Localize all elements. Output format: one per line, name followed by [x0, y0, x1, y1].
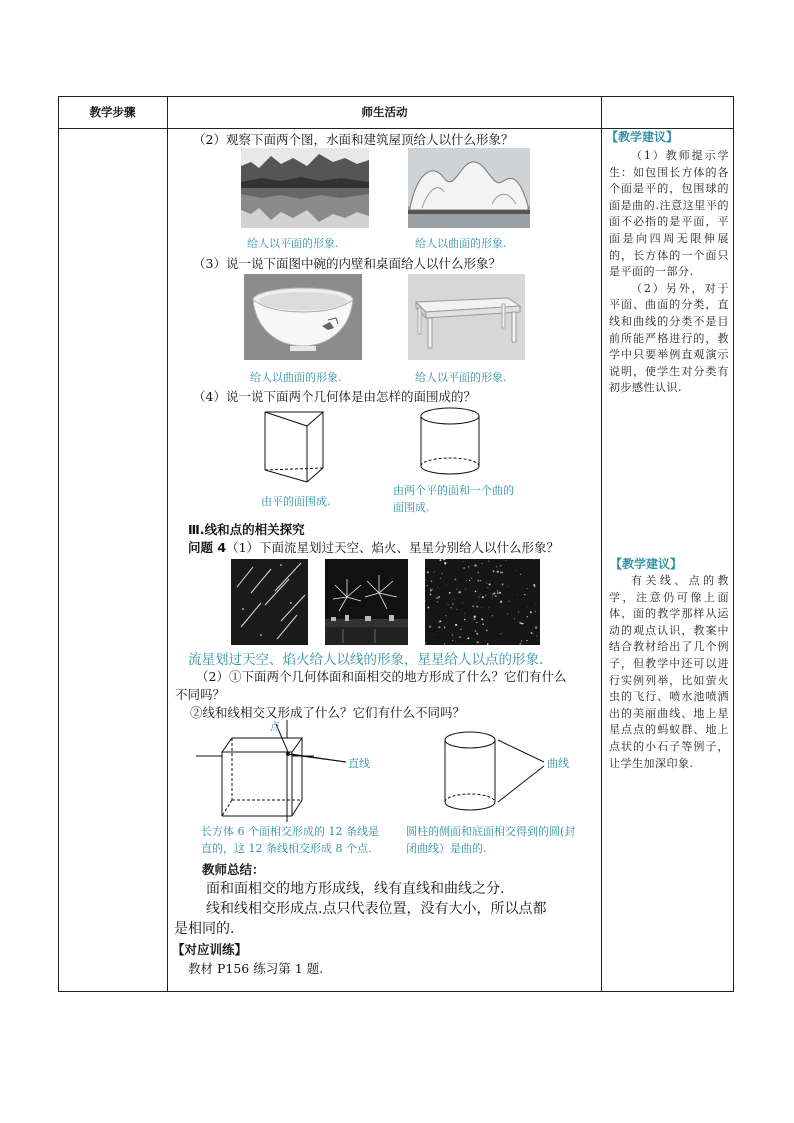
- section-3-answer: 流星划过天空、焰火给人以线的形象，星星给人以点的形象.: [188, 652, 544, 668]
- triangular-prism-figure: [255, 404, 335, 484]
- answer-q2-right: 给人以曲面的形象.: [415, 237, 507, 250]
- problem-4-text: （1）下面流星划过天空、焰火、星星分别给人以什么形象？: [226, 540, 560, 555]
- question-2-text: （2）观察下面两个图，水面和建筑屋顶给人以什么形象？: [193, 132, 514, 147]
- suggestion-1-paragraph-1: （1）教师提示学生：如包围长方体的各个面是平的，包围球的面是曲的.注意这里平的面不必指的是平面，平面是向四周无限伸展的，长方体的一个面只是平面的一部分.: [609, 149, 729, 279]
- fireworks-photo: [325, 559, 408, 645]
- label-curve: 曲线: [547, 757, 569, 770]
- section-3-q2-line3: ②线和线相交又形成了什么？它们有什么不同吗？: [190, 705, 466, 720]
- section-3-heading: Ⅲ.线和点的相关探究: [188, 522, 305, 537]
- question-3-text: （3）说一说下面图中碗的内壁和桌面给人以什么形象？: [193, 256, 501, 271]
- suggestion-1-paragraph-2: （2）另外，对于平面、曲面的分类，直线和曲线的分类不是目前所能严格进行的，教学中只要举例直观演示说明，使学生对分类有初步感性认识.: [609, 281, 729, 395]
- question-4-text: （4）说一说下面两个几何体是由怎样的面围成的？: [193, 389, 476, 404]
- summary-line1: 面和面相交的地方形成线，线有直线和曲线之分.: [206, 881, 505, 897]
- problem-4-line: [188, 538, 559, 556]
- table-photo: [408, 274, 525, 360]
- answer-q4-left: 由平的面围成.: [261, 495, 331, 508]
- label-straight-line: 直线: [348, 757, 370, 770]
- curved-roof-building-photo: [408, 148, 530, 228]
- teaching-suggestion-title-1: 【教学建议】: [606, 130, 679, 144]
- problem-4-label: 问题 4: [188, 540, 227, 555]
- answer-q4-right: 由两个平的面和一个曲的面围成.: [393, 484, 514, 514]
- starry-sky-photo: [425, 559, 540, 645]
- practice-text: 教材 P156 练习第 1 题.: [188, 961, 324, 976]
- cylinder-caption: 圆柱的侧面和底面相交得到的圆(封闭曲线）是曲的.: [406, 825, 576, 855]
- cylinder-intersection-figure: [432, 726, 582, 818]
- lake-photo: [241, 148, 369, 228]
- teaching-suggestion-body-2: [609, 573, 729, 772]
- section-3-q2-line2: 不同吗？: [175, 687, 226, 702]
- answer-q3-left: 给人以曲面的形象.: [250, 371, 342, 384]
- teaching-suggestion-title-2: 【教学建议】: [610, 557, 683, 571]
- suggestion-2-paragraph-1: 有关线、点的教学，注意仍可像上面体、面的教学那样从运动的观点认识，教案中结合教材给出了几个例子，但教学中还可以进行实例列举，比如萤火虫的飞行、喷水池喷洒出的美丽曲线、地上星星点点的蚂蚁群、地上点状的小石子等例子，让学生加深印象.: [609, 574, 729, 770]
- header-teaching-steps: 教学步骤: [89, 105, 136, 119]
- cube-caption: 长方体 6 个面相交形成的 12 条线是直的，这 12 条线相交形成 8 个点.: [201, 825, 379, 855]
- column-divider-right: [601, 96, 602, 992]
- header-teacher-student-activities: 师生活动: [361, 105, 408, 119]
- teaching-suggestion-body-1: [609, 148, 729, 397]
- summary-line2a: 线和线相交形成点.点只代表位置，没有大小，所以点都: [206, 901, 547, 917]
- summary-title: 教师总结：: [202, 862, 265, 877]
- meteor-sky-photo: [231, 559, 308, 645]
- practice-title: 【对应训练】: [172, 942, 248, 957]
- column-divider-left: [167, 96, 168, 992]
- bowl-photo: [244, 274, 362, 360]
- answer-q3-right: 给人以平面的形象.: [415, 371, 507, 384]
- section-3-q2-line1: （2）①下面两个几何体面和面相交的地方形成了什么？它们有什么: [196, 669, 567, 684]
- answer-q2-left: 给人以平面的形象.: [247, 237, 339, 250]
- cylinder-figure: [416, 402, 484, 480]
- summary-line2b: 是相同的.: [174, 921, 235, 937]
- label-point: 点: [270, 722, 280, 733]
